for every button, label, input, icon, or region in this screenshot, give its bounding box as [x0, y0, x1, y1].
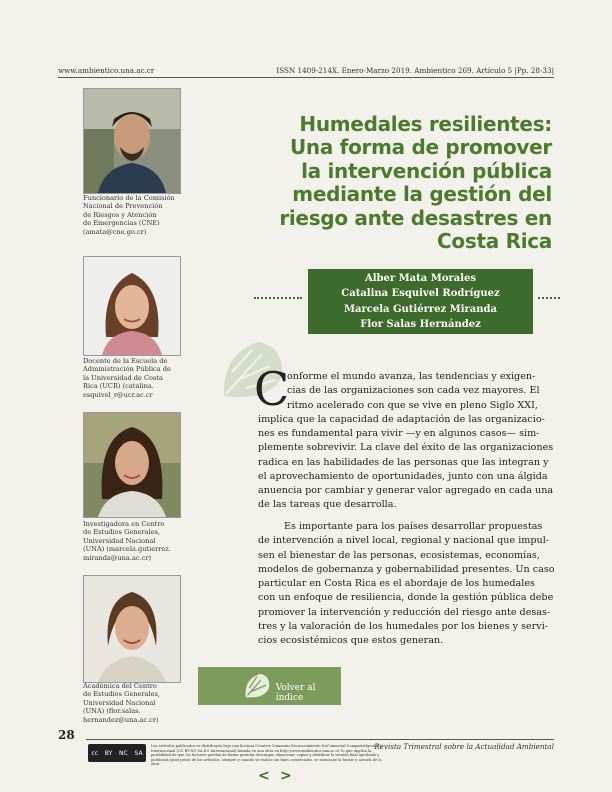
- cc-license-badge[interactable]: [88, 744, 146, 762]
- text-line: sen el bienestar de las personas, ecosistemas, economías,: [258, 549, 540, 561]
- bio-email[interactable]: esquivel_r@ucr.ac.cr: [83, 390, 153, 399]
- text-line: de las tareas que desarrolla.: [258, 499, 397, 511]
- text-line: Es importante para los países desarrollar propuestas: [284, 521, 543, 532]
- license-text: Los artículos publicados se distribuyen bajo una licencia Creative Commons Reconocimiento-NoComercial-CompartirIgual 4.0 Internacional (CC BY-NC-SA 4.0 Internacional) basada en una obra en http://www.ambientico.una.ac.cr, lo que implica la posibilidad de que los lectores puedan de forma gratuita descargar, almacenar, copiar y distribuir la versión final aprobada y publicada (post print) de los artículos, siempre y cuando se realice sin fines comerciales, se mencione la fuente y autoría de la obra.: [151, 744, 382, 767]
- footer-divider: [86, 739, 554, 740]
- bio-line: Investigadora en Centro: [83, 520, 165, 528]
- cc-icon: cc: [91, 749, 98, 757]
- back-to-index-button[interactable]: [198, 667, 341, 705]
- text-line: onforme el mundo avanza, las tendencias y exigen-: [287, 371, 536, 382]
- bio-line: Nacional de Prevención: [83, 202, 163, 211]
- bio-email[interactable]: hernandez@una.ac.cr): [83, 715, 159, 724]
- author-photo-catalina: [83, 256, 181, 356]
- title-line: la intervención pública: [301, 158, 552, 183]
- text-line: cios ecosistémicos que estos generan.: [258, 635, 444, 646]
- bio-line: Administración Pública de: [83, 365, 171, 374]
- dotted-rule-left: [254, 297, 302, 299]
- bio-line: Universidad Nacional: [83, 698, 156, 707]
- author-photo-marcela: [83, 412, 181, 518]
- text-line: nes es fundamental para vivir —y en algunos casos— sim-: [258, 428, 540, 439]
- text-line: el aprovechamiento de oportunidades, junto con una álgida: [258, 470, 548, 482]
- bio-catalina: [83, 357, 183, 399]
- page-number: 28: [58, 728, 75, 742]
- authors-box: [308, 269, 533, 334]
- bio-line: de Emergencias (CNE): [83, 219, 160, 228]
- author-photo-alber: [83, 88, 181, 194]
- title-line: mediante la gestión del: [292, 182, 552, 207]
- bio-line: de Estudios Generales,: [83, 690, 160, 699]
- author-name: Flor Salas Hernández: [360, 318, 481, 330]
- dotted-rule-right: [538, 297, 560, 299]
- header-divider: [58, 77, 554, 78]
- text-line: ritmo acelerado con que se vive en pleno Siglo XXI,: [287, 399, 538, 411]
- bio-line: (UNA) (flor.salas.: [83, 707, 141, 716]
- bio-line: la Universidad de Costa: [83, 373, 163, 382]
- text-line: radica en las habilidades de las personas que las integran y: [258, 456, 549, 468]
- bio-line: de Estudios Generales,: [83, 528, 160, 537]
- drop-cap: C: [254, 362, 290, 416]
- title-line: riesgo ante desastres en: [279, 205, 552, 230]
- sa-icon: SA: [134, 749, 143, 757]
- text-line: con un enfoque de resiliencia, donde la gestión pública debe: [258, 592, 554, 604]
- text-line: cias de las organizaciones son cada vez mayores. El: [287, 385, 540, 397]
- author-name: Catalina Esquivel Rodríguez: [341, 288, 500, 300]
- bio-line: (UNA) (marcela.gutierrez.: [83, 545, 171, 554]
- bio-email[interactable]: (amata@cne.go.cr): [83, 227, 147, 236]
- bio-marcela: [83, 520, 183, 562]
- title-line: Humedales resilientes:: [299, 112, 552, 136]
- text-line: anuencia por cambiar y generar valor agregado en cada una: [258, 485, 554, 496]
- author-photo-flor: [83, 575, 181, 683]
- prev-page-icon[interactable]: <: [258, 768, 270, 784]
- website-url[interactable]: www.ambientico.una.ac.cr: [58, 66, 155, 75]
- text-line: tres y la valoración de los humedales por los bienes y servi-: [258, 620, 549, 632]
- back-to-index-label: Volver al índice: [275, 683, 316, 703]
- bio-line: Funcionario de la Comisión: [83, 194, 175, 202]
- bio-line: Académica del Centro: [83, 682, 157, 690]
- author-name: Marcela Gutiérrez Miranda: [343, 303, 498, 315]
- author-name: Alber Mata Morales: [364, 273, 477, 284]
- bio-flor: [83, 682, 183, 724]
- journal-name: Revista Trimestral sobre la Actualidad Ambiental: [374, 742, 554, 751]
- bio-alber: [83, 194, 183, 236]
- bio-line: de Riesgos y Atención: [83, 210, 157, 219]
- article-title: [279, 113, 552, 253]
- text-line: promover la intervención y reducción del riesgo ante desas-: [258, 606, 551, 618]
- text-line: implica que la capacidad de adaptación de las organizacio-: [258, 413, 545, 425]
- next-page-icon[interactable]: >: [280, 768, 292, 784]
- bio-line: Universidad Nacional: [83, 536, 156, 545]
- issn-line: ISSN 1409-214X. Enero-Marzo 2019. Ambientico 269. Artículo 5 |Pp. 28-33|: [276, 66, 554, 75]
- paragraph-2: [258, 520, 558, 648]
- title-line: Una forma de promover: [289, 135, 552, 160]
- paragraph-1: [258, 370, 558, 513]
- nc-icon: NC: [119, 749, 128, 757]
- bio-line: Rica (UCR) (catalina.: [83, 382, 154, 391]
- bio-line: Docente de la Escuela de: [83, 357, 168, 365]
- title-line: Costa Rica: [437, 229, 552, 254]
- leaf-icon: [242, 670, 272, 702]
- text-line: plemente sobrevivir. La clave del éxito de las organizaciones: [258, 442, 554, 454]
- text-line: modelos de gobernanza y gobernabilidad presentes. Un caso: [258, 563, 555, 575]
- text-line: particular en Costa Rica es el abordaje de los humedales: [258, 578, 535, 589]
- text-line: de intervención a nivel local, regional y nacional que impul-: [258, 535, 550, 547]
- by-icon: BY: [104, 749, 113, 757]
- bio-email[interactable]: miranda@una.ac.cr): [83, 553, 152, 562]
